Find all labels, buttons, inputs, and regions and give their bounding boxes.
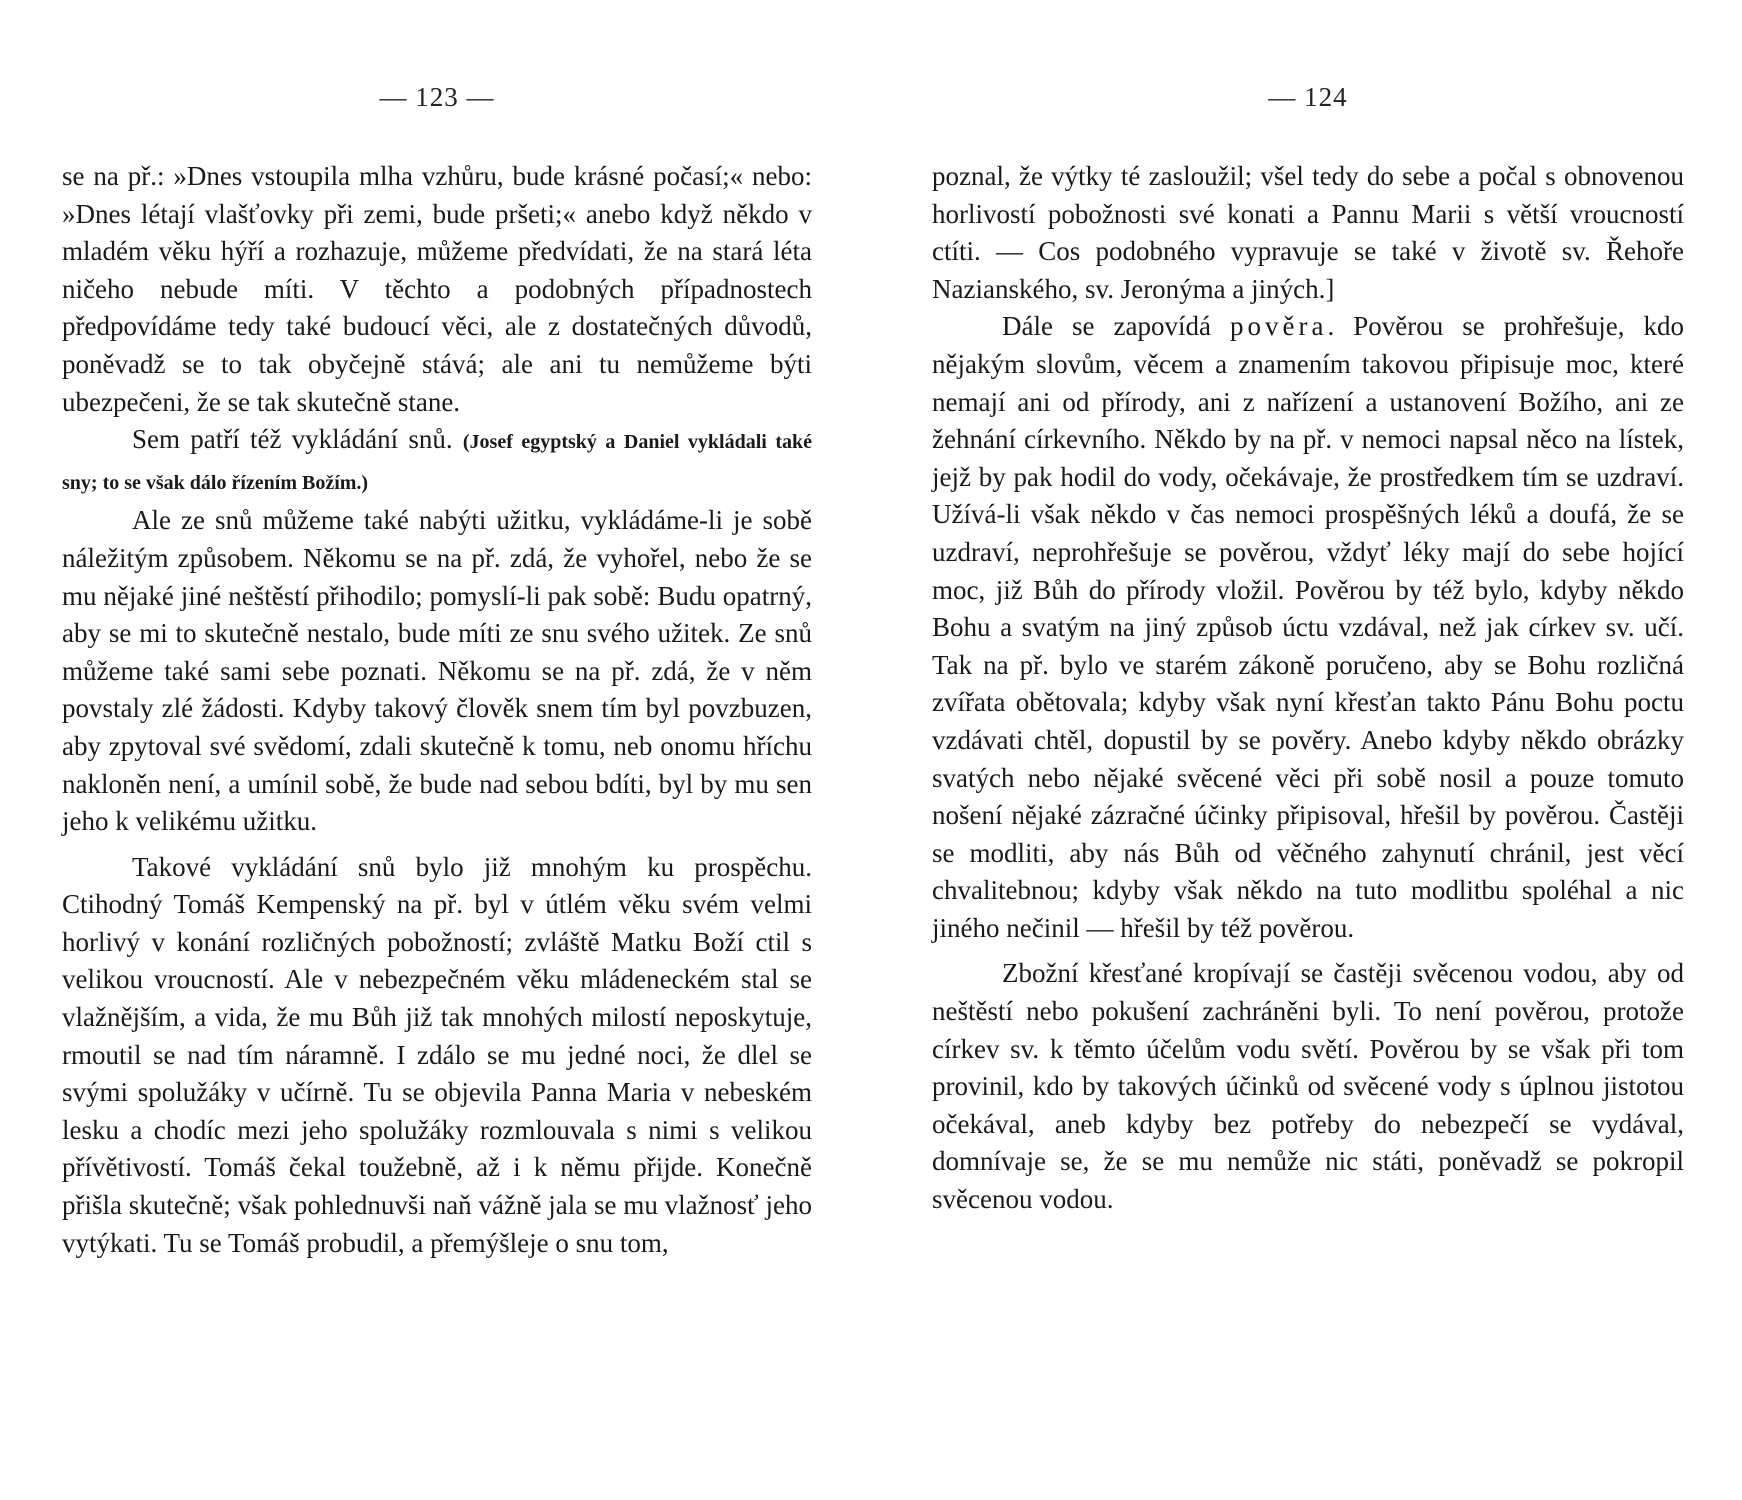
spaced-term: pověra — [1229, 311, 1328, 342]
paragraph-lead: Dále se zapovídá — [1002, 311, 1230, 342]
paragraph: poznal, že výtky té zasloužil; všel tedy do sebe a počal s obnovenou horlivostí pobožnosti své konati a Pannu Marii s větší vroucností ctíti. — Cos podobného vypravuje se také v životě sv. Řehoře Nazianského, sv. Jeronýma a jiných.] — [932, 161, 1684, 304]
page-number: — 124 — [1268, 82, 1348, 112]
paragraph — [932, 308, 1684, 947]
paragraph-text: Sem patří též vykládání snů. — [132, 424, 463, 455]
paragraph: Zbožní křesťané kropívají se častěji svěcenou vodou, aby od neštěstí nebo pokušení zachráněni byli. To není pověrou, protože církev sv. k těmto účelům vodu světí. Pověrou by se však při tom provinil, kdo by takových účinků od svěcené vody s úplnou jistotou očekával, aneb kdyby bez potřeby do nebezpečí se vydával, domnívaje se, že se mu nemůže nic státi, poněvadž se pokropil svěcenou vodou. — [932, 958, 1684, 1215]
paragraph: Takové vykládání snů bylo již mnohým ku prospěchu. Ctihodný Tomáš Kempenský na př. byl v útlém věku svém velmi horlivý v konání rozličných pobožností; zvláště Matku Boží ctil s velikou vroucností. Ale v nebezpečném věku mládeneckém stal se vlažnějším, a vida, že mu Bůh již tak mnohých milostí neposkytuje, rmoutil se nad tím náramně. I zdálo se mu jedné noci, že dlel se svými spolužáky v učírně. Tu se objevila Panna Maria v nebeském lesku a chodíc mezi jeho spolužáky rozmlouvala s nimi s velikou přívětivostí. Tomáš čekal toužebně, až i k němu přijde. Konečně přišla skutečně; však pohlednuvši naň vážně jala se mu vlažnosť jeho vytýkati. Tu se Tomáš probudil, a přemýšleje o snu tom, — [62, 851, 812, 1258]
page-body — [932, 158, 1684, 1219]
paragraph: Ale ze snů můžeme také nabýti užitku, vykládáme-li je sobě náležitým způsobem. Někomu se na př. zdá, že vyhořel, nebo že se mu nějaké jiné neštěstí přihodilo; pomyslí-li pak sobě: Budu opatrný, aby se mi to skutečně nestalo, bude míti ze snu svého užitek. Ze snů můžeme také sami sebe poznati. Někomu se na př. zdá, že v něm povstaly zlé žádosti. Kdyby takový člověk snem tím byl povzbuzen, aby zpytoval své svědomí, zdali skutečně k tomu, neb onomu hříchu nakloněn není, a umínil sobě, že bude nad sebou bdíti, byl by mu sen jeho k velikému užitku. — [62, 505, 812, 837]
paragraph-text: . Pověrou se prohřešuje, kdo nějakým slovům, věcem a znamením takovou připisuje moc, které nemají ani od přírody, ani z nařízení a ustanovení Božího, ani ze žehnání církevního. Někdo by na př. v nemoci napsal něco na lístek, jejž by pak hodil do vody, očekávaje, že prostředkem tím se uzdraví. Užívá-li však někdo v čas nemoci prospěšných léků a doufá, že se uzdraví, neprohřešuje se pověrou, vždyť léky mají do sebe hojící moc, již Bůh do přírody vložil. Pověrou by též bylo, kdyby někdo Bohu a svatým na jiný způsob úctu vzdával, než jak církev sv. učí. Tak na př. bylo ve starém zákoně poručeno, aby se Bohu rozličná zvířata obětovala; kdyby však nyní křesťan takto Pánu Bohu poctu vzdávati chtěl, dopustil by se pověry. Anebo kdyby někdo obrázky svatých nebo nějaké svěcené věci při sobě nosil a pouze tomuto nošení nějaké zázračné účinky připisoval, hřešil by pověrou. Častěji se modliti, aby nás Bůh od věčného zahynutí chránil, jest věcí chvalitebnou; kdyby však někdo na tuto modlitbu spoléhal a nic jiného nečinil — hřešil by též pověrou. — [932, 311, 1684, 943]
paragraph — [62, 421, 812, 502]
parenthetical-note: (Josef egyptský a Daniel vykládali také sny; to se však dálo řízením Božím.) — [62, 431, 812, 494]
left-page — [62, 0, 812, 1500]
right-page — [932, 0, 1684, 1500]
paragraph: se na př.: »Dnes vstoupila mlha vzhůru, bude krásné počasí;« nebo: »Dnes létají vlašťovky při zemi, bude pršeti;« anebo když někdo v mladém věku hýří a rozhazuje, můžeme předvídati, že na stará léta ničeho nebude míti. V těchto a podobných případnostech předpovídáme tedy také budoucí věci, ale z dostatečných důvodů, poněvadž se to tak obyčejně stává; ale ani tu nemůžeme býti ubezpečeni, že se tak skutečně stane. — [62, 161, 812, 417]
page-number: — 123 — — [379, 82, 495, 112]
page-body — [62, 158, 812, 1262]
